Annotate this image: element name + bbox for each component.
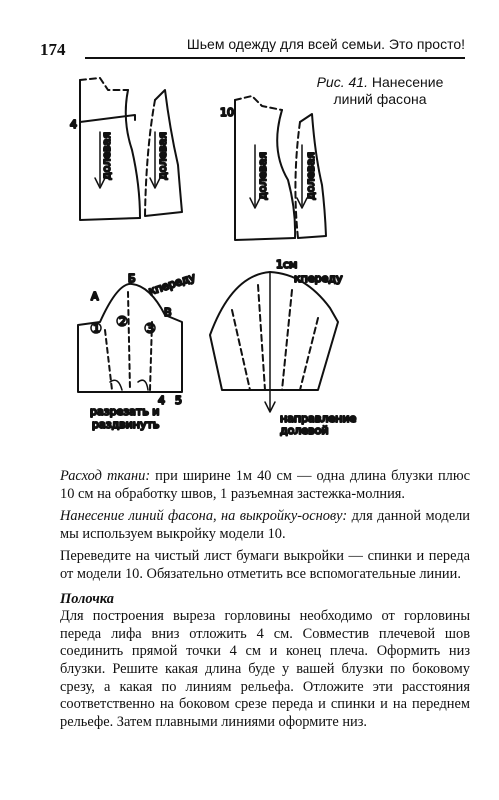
label-num-1: 1: [93, 322, 100, 335]
lead-fabric: Расход ткани:: [60, 468, 151, 484]
label-point-b: Б: [128, 272, 136, 285]
label-num-5: 5: [175, 394, 182, 407]
pattern-figure: [0, 60, 499, 465]
section-heading: Полочка: [60, 590, 114, 607]
text-style-lines: для данной модели мы используем выкройку модели 10.: [60, 508, 470, 542]
label-point-v: В: [164, 306, 172, 319]
label-point-a: А: [91, 290, 99, 303]
label-left-number: 4: [70, 118, 77, 131]
label-num-2: 2: [119, 315, 126, 328]
paragraph-style-lines: [60, 508, 470, 543]
label-grain-1: долевая: [100, 132, 113, 180]
running-title: Шьем одежду для всей семьи. Это просто!: [186, 36, 465, 52]
body-text: [60, 468, 470, 731]
paragraph-front: Для построения выреза горловины необходимо от горловины переда лифа вниз отложить 4 см. Совместив плечевой шов соединить прямой точки 4 см и конец плеча. Оформить низ блузки. Решите какая длина буде у вашей блузки по боковому срезу, а какая по линиям рельефа. Отложите эти расстояния соответственно на боковом срезе переда и спинки и на переднем рельефе. Затем плавными линиями оформите низ.: [60, 608, 470, 730]
label-kperedu-right: кпереду: [294, 272, 343, 285]
label-razrezat: разрезать и: [90, 405, 160, 418]
paragraph-transfer: Переведите на чистый лист бумаги выкройки — спинки и переда от модели 10. Обязательно отметить все вспомогательные линии.: [60, 548, 470, 582]
page-header: [0, 0, 499, 60]
header-rule: [85, 57, 465, 59]
label-num-4: 4: [158, 394, 165, 407]
label-kperedu-left: кпереду: [146, 270, 198, 298]
label-napravlenie: направление: [280, 412, 357, 425]
paragraph-fabric: [60, 468, 470, 503]
label-grain-4: долевая: [304, 152, 317, 200]
caption-text: Нанесение линий фасона: [333, 74, 444, 107]
lead-style-lines: Нанесение линий фасона, на выкройку-основу:: [60, 508, 348, 525]
label-grain-2: долевая: [156, 132, 169, 180]
label-right-number: 10: [220, 106, 234, 119]
text-fabric: при ширине 1м 40 см — одна длина блузки плюс 10 см на обработку швов, 1 разъемная застежка-молния.: [60, 468, 470, 502]
label-one-cm: 1см: [276, 258, 298, 271]
label-dolevoy: долевой: [280, 424, 329, 437]
sleeve-spread-pattern: [210, 272, 338, 412]
label-num-3: 3: [147, 322, 154, 335]
label-razdvinut: раздвинуть: [92, 418, 160, 431]
page-number: 174: [40, 40, 66, 59]
label-grain-3: долевая: [256, 152, 269, 200]
caption-label: Рис. 41.: [316, 74, 368, 90]
